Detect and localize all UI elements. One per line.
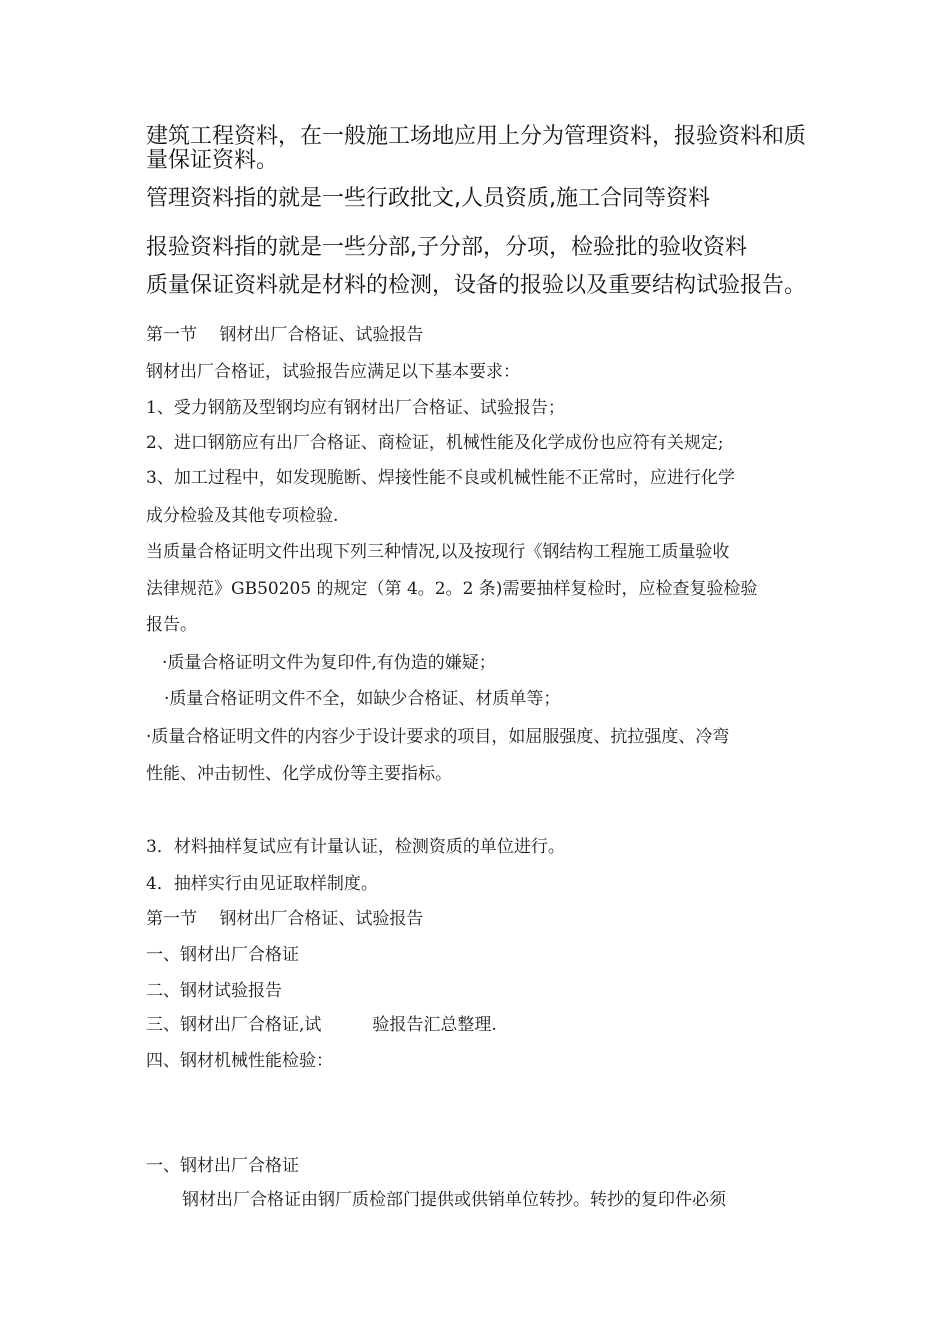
requirement-3-line-1: 3、加工过程中，如发现脆断、焊接性能不良或机械性能不正常时，应进行化学 [146, 468, 735, 488]
bullet-item-3-line-2: 性能、冲击韧性、化学成份等主要指标。 [146, 764, 452, 784]
section-title-repeat: 第一节 钢材出厂合格证、试验报告 [146, 909, 424, 929]
toc-item-1: 一、钢材出厂合格证 [146, 945, 299, 965]
requirements-intro: 钢材出厂合格证，试验报告应满足以下基本要求： [146, 362, 520, 382]
subheading-1: 一、钢材出厂合格证 [146, 1156, 299, 1176]
requirement-1: 1、受力钢筋及型钢均应有钢材出厂合格证、试验报告； [146, 398, 565, 418]
bullet-item-2: ·质量合格证明文件不全，如缺少合格证、材质单等； [164, 689, 561, 709]
toc-item-4: 四、钢材机械性能检验： [146, 1051, 333, 1071]
intro-paragraph-4: 质量保证资料就是材料的检测，设备的报验以及重要结构试验报告。 [146, 273, 807, 298]
bullet-item-1: ·质量合格证明文件为复印件,有伪造的嫌疑； [162, 653, 496, 673]
bullet-item-3-line-1: ·质量合格证明文件的内容少于设计要求的项目，如屈服强度、抗拉强度、冷弯 [146, 727, 730, 747]
requirement-2: 2、进口钢筋应有出厂合格证、商检证，机械性能及化学成份也应符有关规定; [146, 433, 724, 453]
intro-paragraph-1: 建筑工程资料，在一般施工场地应用上分为管理资料，报验资料和质量保证资料。 [146, 124, 807, 173]
condition-line-3: 报告。 [146, 615, 197, 635]
item-3: 3．材料抽样复试应有计量认证，检测资质的单位进行。 [146, 837, 565, 857]
intro-paragraph-3: 报验资料指的就是一些分部,子分部，分项，检验批的验收资料 [146, 235, 747, 260]
condition-line-2: 法律规范》GB50205 的规定（第 4。2。2 条)需要抽样复检时，应检查复验检验 [146, 579, 758, 599]
requirement-3-line-2: 成分检验及其他专项检验. [146, 506, 339, 526]
intro-paragraph-2: 管理资料指的就是一些行政批文,人员资质,施工合同等资料 [146, 186, 710, 211]
condition-line-1: 当质量合格证明文件出现下列三种情况,以及按现行《钢结构工程施工质量验收 [146, 542, 730, 562]
paragraph-line-1: 钢材出厂合格证由钢厂质检部门提供或供销单位转抄。转抄的复印件必须 [182, 1190, 726, 1210]
toc-item-2: 二、钢材试验报告 [146, 981, 282, 1001]
toc-item-3: 三、钢材出厂合格证,试 验报告汇总整理. [146, 1015, 497, 1035]
section-title: 第一节 钢材出厂合格证、试验报告 [146, 325, 424, 345]
item-4: 4．抽样实行由见证取样制度。 [146, 874, 378, 894]
